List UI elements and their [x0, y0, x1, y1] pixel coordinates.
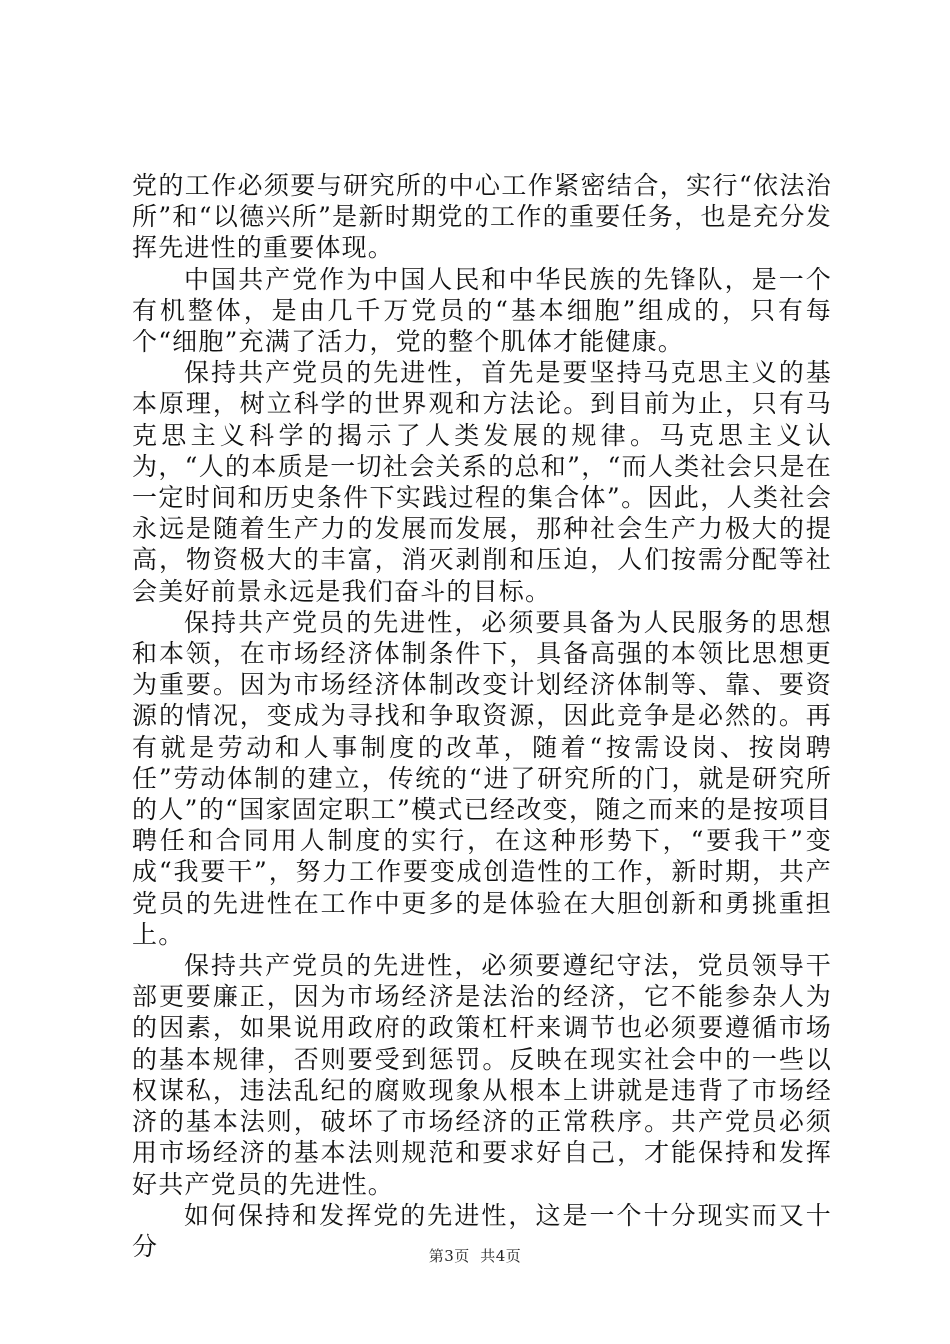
paragraph-3: 保持共产党员的先进性，首先是要坚持马克思主义的基本原理，树立科学的世界观和方法论。到目前为止，只有马克思主义科学的揭示了人类发展的规律。马克思主义认为，“人的本质是一切社会关系的总和”，“而人类社会只是在一定时间和历史条件下实践过程的集合体”。因此，人类社会永远是随着生产力的发展而发展，那种社会生产力极大的提高，物资极大的丰富，消灭剥削和压迫，人们按需分配等社会美好前景永远是我们奋斗的目标。 [132, 358, 832, 606]
paragraph-4: 保持共产党员的先进性，必须要具备为人民服务的思想和本领，在市场经济体制条件下，具备高强的本领比思想更为重要。因为市场经济体制改变计划经济体制等、靠、要资源的情况，变成为寻找和争取资源，因此竞争是必然的。再有就是劳动和人事制度的改革，随着“按需设岗、按岗聘任”劳动体制的建立，传统的“进了研究所的门，就是研究所的人”的“国家固定职工”模式已经改变，随之而来的是按项目聘任和合同用人制度的实行，在这种形势下，“要我干”变成“我要干”，努力工作要变成创造性的工作，新时期，共产党员的先进性在工作中更多的是体验在大胆创新和勇挑重担上。 [132, 607, 832, 949]
page-number: 第3页 共4页 [428, 1247, 522, 1265]
paragraph-2: 中国共产党作为中国人民和中华民族的先锋队，是一个有机整体，是由几千万党员的“基本细胞”组成的，只有每个“细胞”充满了活力，党的整个肌体才能健康。 [132, 264, 832, 357]
paragraph-1: 党的工作必须要与研究所的中心工作紧密结合，实行“依法治所”和“以德兴所”是新时期党的工作的重要任务，也是充分发挥先进性的重要体现。 [132, 171, 832, 263]
paragraph-6: 如何保持和发挥党的先进性，这是一个十分现实而又十分 [132, 1200, 832, 1261]
paragraph-5: 保持共产党员的先进性，必须要遵纪守法，党员领导干部更要廉正，因为市场经济是法治的经济，它不能参杂人为的因素，如果说用政府的政策杠杆来调节也必须要遵循市场的基本规律，否则要受到惩罚。反映在现实社会中的一些以权谋私，违法乱纪的腐败现象从根本上讲就是违背了市场经济的基本法则，破坏了市场经济的正常秩序。共产党员必须用市场经济的基本法则规范和要求好自己，才能保持和发挥好共产党员的先进性。 [132, 951, 832, 1199]
page-footer [0, 1245, 950, 1266]
document-body [132, 170, 832, 1262]
